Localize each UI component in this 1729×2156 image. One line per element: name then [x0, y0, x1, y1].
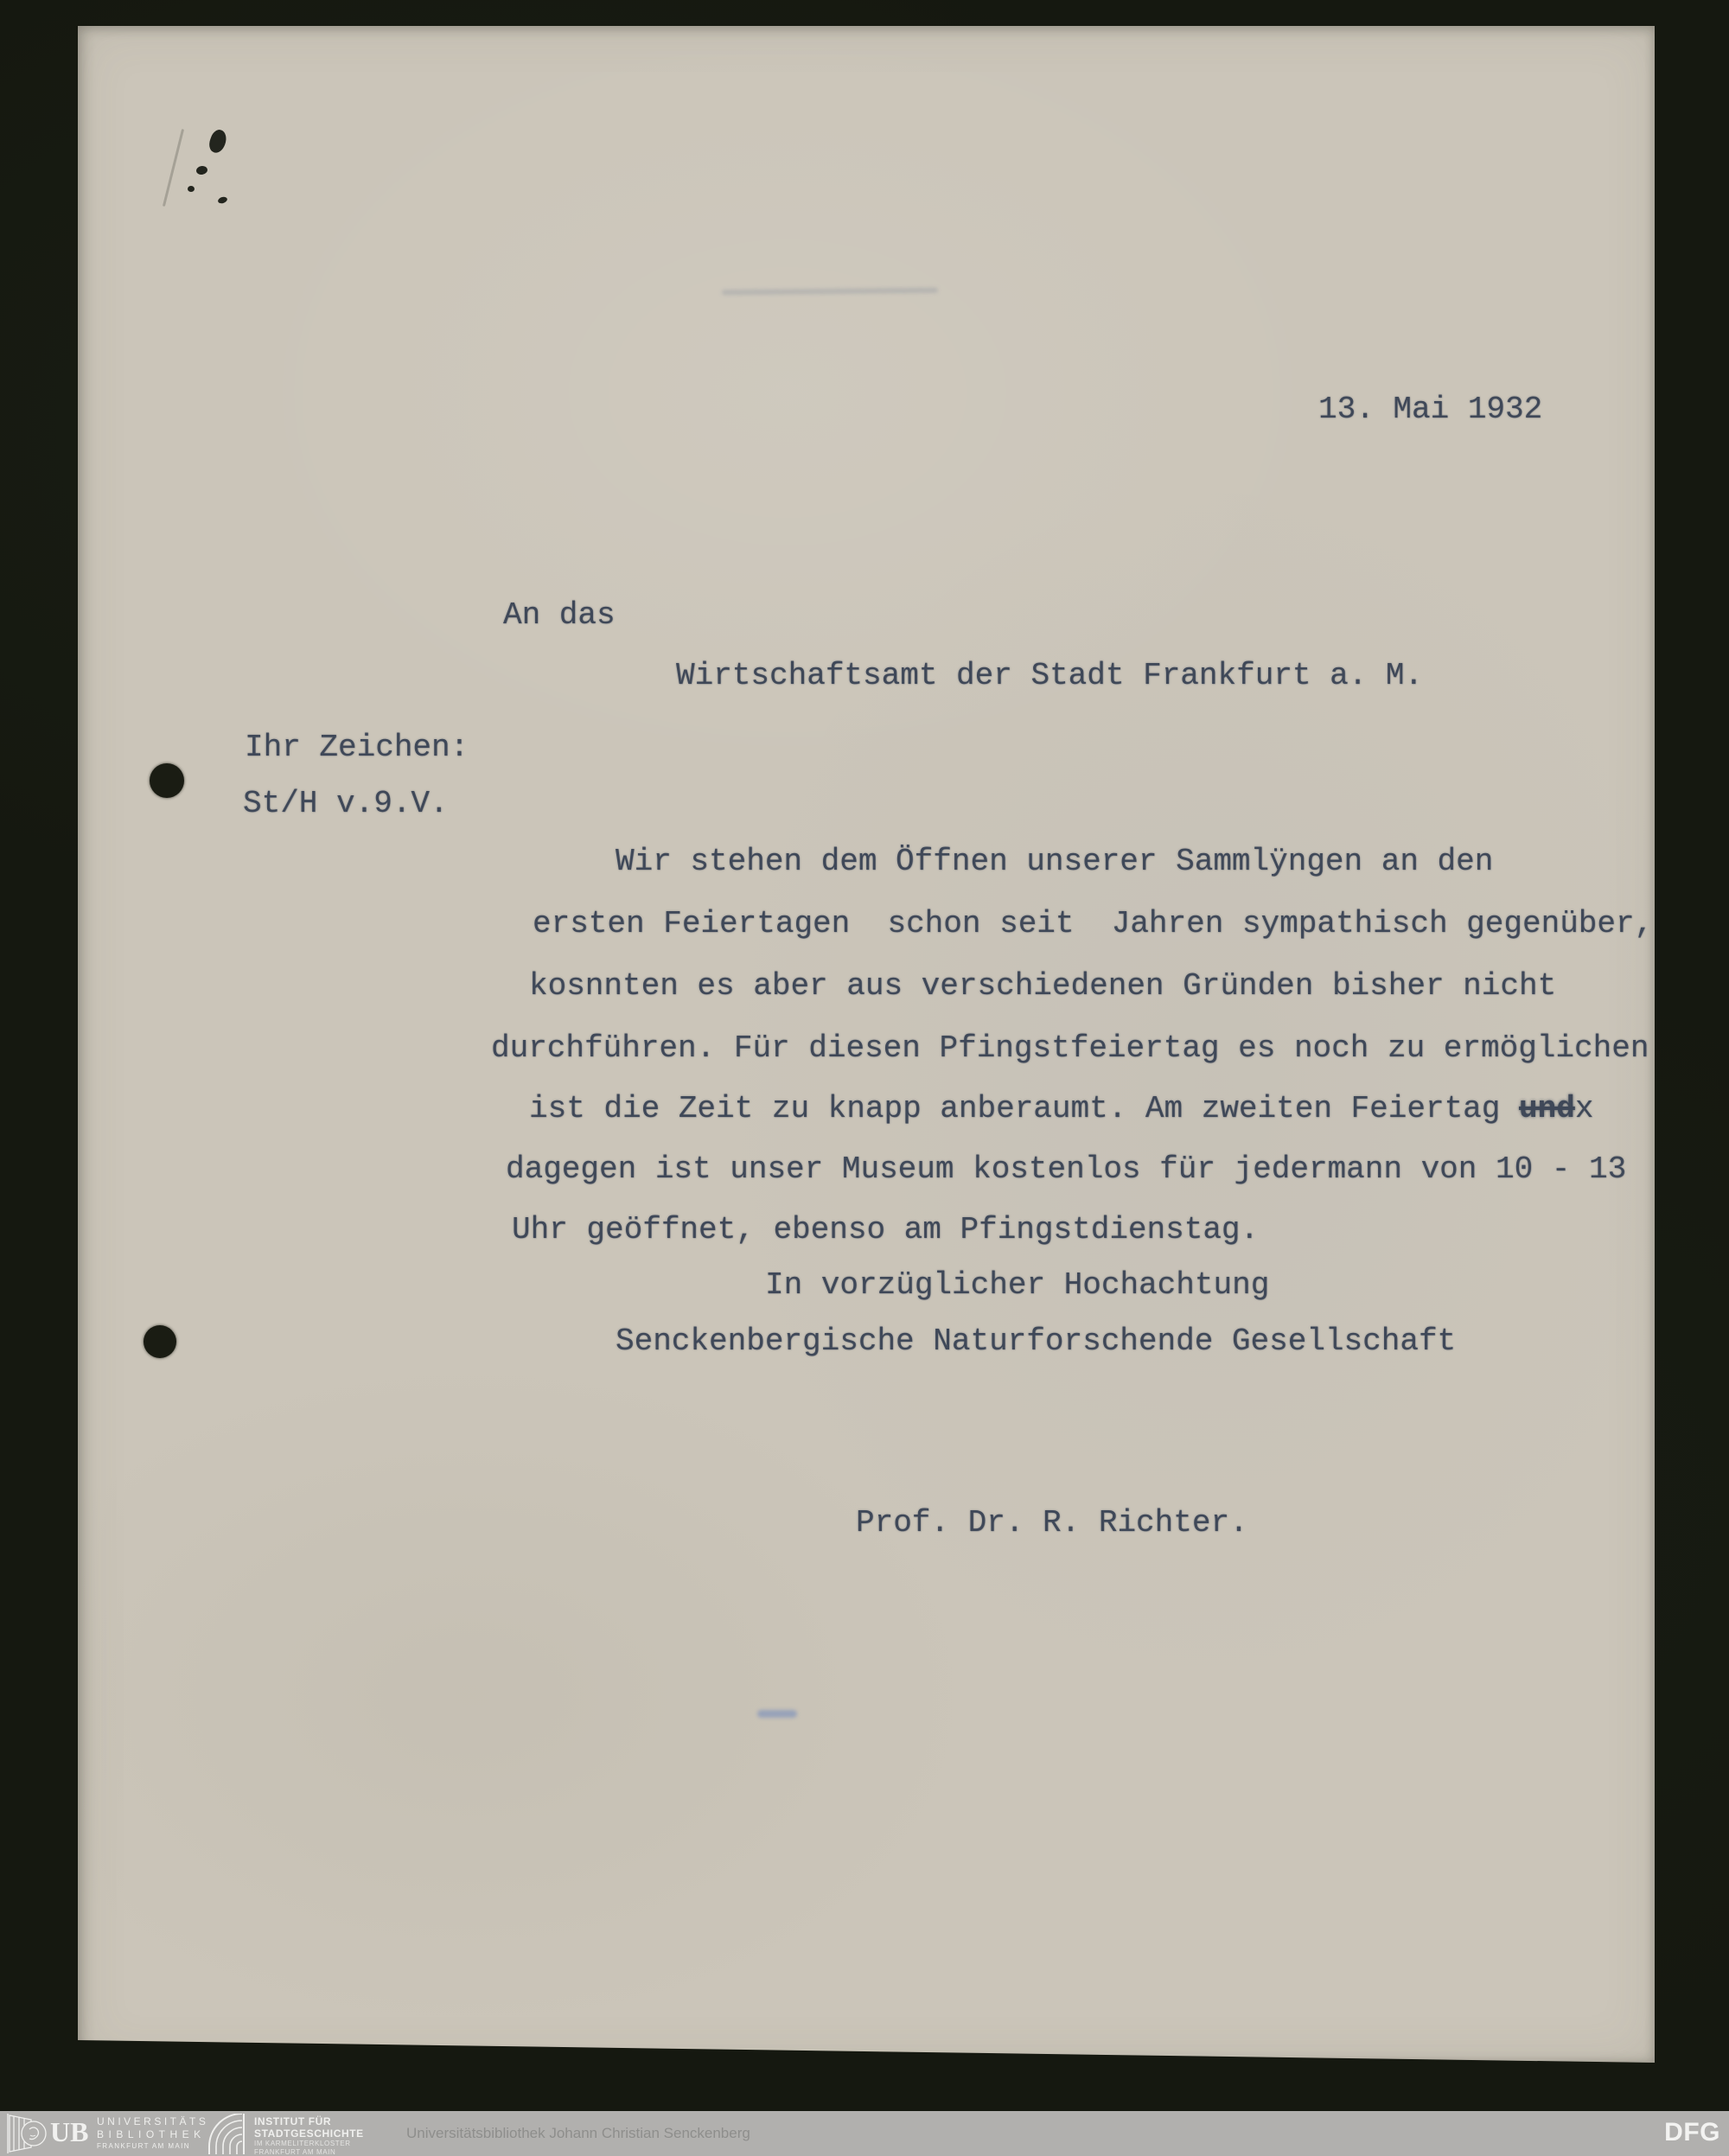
institute-wordmark: [254, 2115, 364, 2156]
body-line: [529, 1090, 1593, 1128]
body-line: Uhr geöffnet, ebenso am Pfingstdienstag.: [512, 1212, 1260, 1247]
institute-wordmark-line: FRANKFURT AM MAIN: [254, 2148, 336, 2156]
ink-stain: [188, 186, 195, 192]
recipient-line: Wirtschaftsamt der Stadt Frankfurt a. M.: [676, 658, 1424, 693]
ub-wordmark-line: UNIVERSITÄTS: [97, 2115, 209, 2127]
punch-hole-bottom: [144, 1325, 176, 1358]
struck-out-text: und: [1519, 1091, 1575, 1126]
body-line-segment: x: [1574, 1091, 1594, 1126]
sender-organization: Senckenbergische Naturforschende Gesellschaft: [616, 1324, 1457, 1359]
reference-value: St/H v.9.V.: [243, 786, 449, 821]
body-line: ersten Feiertagen schon seit Jahren sympathisch gegenüber,: [533, 906, 1654, 941]
recipient-line: An das: [503, 597, 616, 633]
ub-wordmark-line: BIBLIOTHEK: [97, 2128, 206, 2140]
body-line-segment: ist die Zeit zu knapp anberaumt. Am zweiten Feiertag: [529, 1091, 1519, 1126]
dfg-logo: DFG: [1664, 2118, 1720, 2146]
viewer-footer-bar: [0, 2111, 1729, 2156]
institute-wordmark-line: IM KARMELITERKLOSTER: [254, 2140, 351, 2147]
arch-columns-icon: [207, 2114, 246, 2156]
library-credit-text: Universitätsbibliothek Johann Christian Senckenberg: [406, 2125, 750, 2141]
body-line: kosnnten es aber aus verschiedenen Gründen bisher nicht: [529, 968, 1557, 1004]
ink-stain: [195, 165, 208, 175]
institute-wordmark-line: STADTGESCHICHTE: [254, 2127, 364, 2140]
reference-label: Ihr Zeichen:: [245, 730, 469, 765]
body-line: Wir stehen dem Öffnen unserer Sammlÿngen an den: [616, 844, 1494, 879]
ub-library-wordmark: [97, 2115, 208, 2151]
ub-wordmark-line: FRANKFURT AM MAIN: [97, 2142, 190, 2150]
ink-stain: [217, 195, 228, 204]
punch-hole-top: [150, 763, 184, 798]
ink-stain: [207, 128, 229, 156]
scratch-mark: [163, 129, 184, 207]
goethe-banner-icon: [5, 2113, 50, 2156]
ub-abbreviation: UB: [50, 2116, 89, 2147]
institute-wordmark-line: INSTITUT FÜR: [254, 2115, 332, 2127]
body-line: durchführen. Für diesen Pfingstfeiertag es noch zu ermöglichen: [491, 1030, 1649, 1066]
signature: Prof. Dr. R. Richter.: [856, 1505, 1248, 1540]
closing-line: In vorzüglicher Hochachtung: [765, 1267, 1270, 1303]
letter-date: 13. Mai 1932: [1318, 392, 1543, 427]
faint-erased-mark: [722, 288, 938, 296]
blue-smudge: [757, 1710, 797, 1718]
body-line: dagegen ist unser Museum kostenlos für jedermann von 10 - 13: [506, 1151, 1627, 1187]
